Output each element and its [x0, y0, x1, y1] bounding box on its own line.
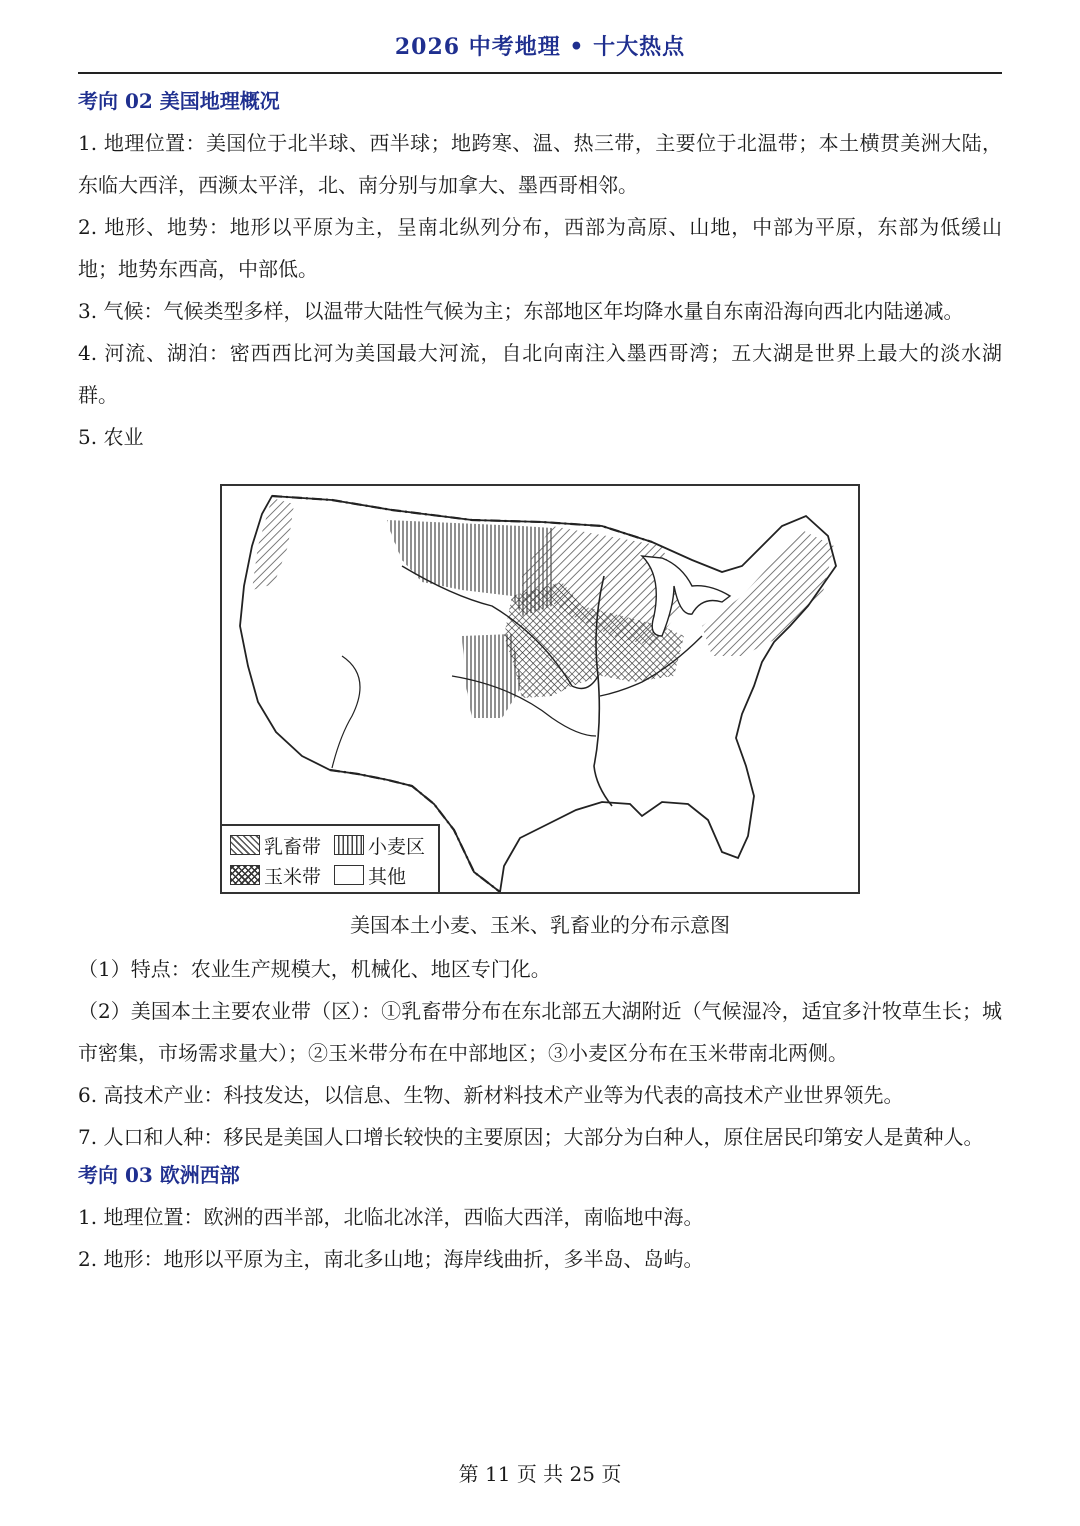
legend-dairy-label: 乳畜带: [264, 835, 322, 858]
usa-item-hightech: 6. 高技术产业：科技发达，以信息、生物、新材料技术产业等为代表的高技术产业世界领先。: [78, 1083, 904, 1107]
page-header-title: 2026 中考地理 • 十大热点: [394, 34, 686, 60]
usa-item-location: 1. 地理位置：美国位于北半球、西半球；地跨寒、温、热三带，主要位于北温带；本土横贯美洲大陆，东临大西洋，西濒太平洋，北、南分别与加拿大、墨西哥相邻。: [78, 131, 1002, 197]
header-divider: [78, 72, 1002, 74]
page-content: [78, 84, 1002, 1280]
map-legend: [222, 824, 440, 892]
europe-item-location: 1. 地理位置：欧洲的西半部，北临北冰洋，西临大西洋，南临地中海。: [78, 1205, 704, 1229]
usa-item-population: 7. 人口和人种：移民是美国人口增长较快的主要原因；大部分为白种人，原住居民印第安人是黄种人。: [78, 1125, 984, 1149]
legend-corn: [230, 862, 321, 888]
legend-wheat-swatch: [334, 835, 364, 855]
legend-other-label: 其他: [368, 865, 407, 888]
section-heading-usa: 考向 02 美国地理概况: [78, 89, 280, 113]
europe-item-terrain: 2. 地形：地形以平原为主，南北多山地；海岸线曲折，多半岛、岛屿。: [78, 1247, 704, 1271]
colorado-river: [332, 656, 360, 768]
legend-dairy: [230, 832, 321, 858]
usa-item-agriculture: 5. 农业: [78, 425, 144, 449]
map-caption: 美国本土小麦、玉米、乳畜业的分布示意图: [350, 913, 730, 937]
usa-agri-features: （1）特点：农业生产规模大，机械化、地区专门化。: [78, 957, 551, 981]
legend-other: [334, 862, 406, 888]
legend-corn-swatch: [230, 865, 260, 885]
legend-other-swatch: [334, 865, 364, 885]
legend-dairy-swatch: [230, 835, 260, 855]
usa-agri-belts: （2）美国本土主要农业带（区）：①乳畜带分布在东北部五大湖附近（气候湿冷，适宜多汁牧草生长；城市密集，市场需求量大）；②玉米带分布在中部地区；③小麦区分布在玉米带南北两侧。: [78, 999, 1002, 1065]
usa-item-terrain: 2. 地形、地势：地形以平原为主，呈南北纵列分布，西部为高原、山地，中部为平原，东部为低缓山地；地势东西高，中部低。: [78, 215, 1002, 281]
usa-item-climate: 3. 气候：气候类型多样，以温带大陆性气候为主；东部地区年均降水量自东南沿海向西北内陆递减。: [78, 299, 964, 323]
dairy-region-northwest: [252, 498, 294, 590]
legend-wheat: [334, 832, 425, 858]
page-number: 第 11 页 共 25 页: [458, 1462, 622, 1486]
legend-corn-label: 玉米带: [264, 865, 322, 888]
usa-agriculture-map: [220, 484, 860, 894]
legend-wheat-label: 小麦区: [368, 835, 426, 858]
section-heading-west-europe: 考向 03 欧洲西部: [78, 1163, 240, 1187]
usa-item-rivers: 4. 河流、湖泊：密西西比河为美国最大河流，自北向南注入墨西哥湾；五大湖是世界上最大的淡水湖群。: [78, 341, 1002, 407]
